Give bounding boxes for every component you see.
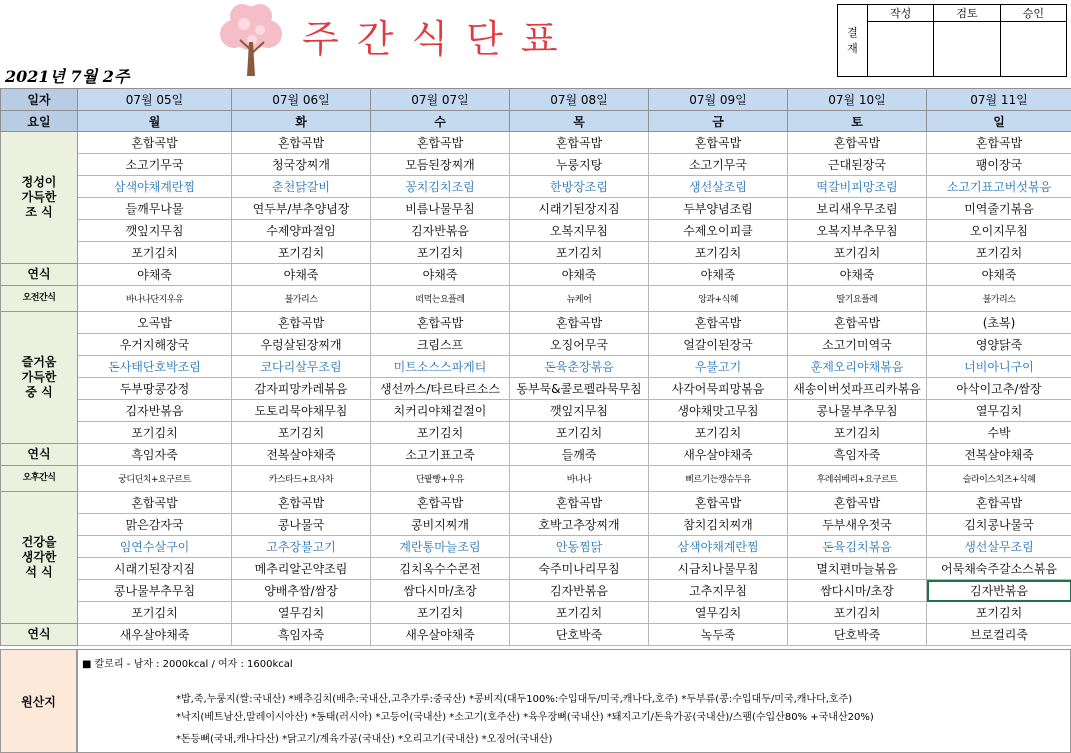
dinner-label-line: 석 식 bbox=[25, 565, 53, 579]
menu-item-cell[interactable]: 포기김치 bbox=[232, 422, 371, 444]
origin-label: 원산지 bbox=[0, 649, 77, 753]
menu-item-cell[interactable]: 혼합곡밥 bbox=[510, 312, 649, 334]
porridge-cell[interactable]: 야채죽 bbox=[927, 264, 1071, 286]
menu-item-cell[interactable]: 떡갈비피망조림 bbox=[788, 176, 927, 198]
approval-sign-cell[interactable] bbox=[1000, 22, 1066, 77]
menu-item-cell[interactable]: 훈제오리야채볶음 bbox=[788, 356, 927, 378]
menu-item-cell[interactable]: 깻잎지무침 bbox=[78, 220, 232, 242]
am-snack-label: 오전간식 bbox=[1, 286, 78, 312]
porridge-cell[interactable]: 새우살야채죽 bbox=[78, 624, 232, 646]
menu-item-cell[interactable]: 참치김치찌개 bbox=[649, 514, 788, 536]
menu-item-cell[interactable]: 소고기무국 bbox=[78, 154, 232, 176]
menu-item-cell[interactable]: 포기김치 bbox=[788, 242, 927, 264]
menu-item-cell[interactable]: 포기김치 bbox=[510, 422, 649, 444]
menu-item-cell[interactable]: 시래기된장지짐 bbox=[78, 558, 232, 580]
am-snack-row bbox=[1, 286, 1071, 312]
menu-item-cell[interactable]: 임연수살구이 bbox=[78, 536, 232, 558]
menu-item-cell[interactable]: 오곡밥 bbox=[78, 312, 232, 334]
menu-item-cell[interactable]: 팽이장국 bbox=[927, 154, 1071, 176]
menu-item-cell[interactable]: 보리새우무조림 bbox=[788, 198, 927, 220]
lunch-row bbox=[1, 356, 1071, 378]
porridge-cell[interactable]: 단호박죽 bbox=[510, 624, 649, 646]
day-cell[interactable]: 토 bbox=[788, 111, 927, 132]
porridge-label: 연식 bbox=[1, 264, 78, 286]
menu-item-cell[interactable]: 들깨무나물 bbox=[78, 198, 232, 220]
menu-item-cell[interactable]: 혼합곡밥 bbox=[78, 132, 232, 154]
porridge-cell[interactable]: 야채죽 bbox=[788, 264, 927, 286]
am-snack-cell[interactable]: 떠먹는요플레 bbox=[371, 286, 510, 312]
approval-header-approve: 승인 bbox=[1000, 5, 1066, 22]
menu-item-cell[interactable]: 어묵채숙주갈소스볶음 bbox=[927, 558, 1071, 580]
pm-snack-cell[interactable]: 카스타드+요사차 bbox=[232, 466, 371, 492]
menu-item-cell[interactable]: 혼합곡밥 bbox=[927, 132, 1071, 154]
menu-item-cell[interactable]: 생선살조림 bbox=[649, 176, 788, 198]
am-snack-cell[interactable]: 앙과+식혜 bbox=[649, 286, 788, 312]
menu-item-cell[interactable]: 혼합곡밥 bbox=[232, 492, 371, 514]
lunch-row bbox=[1, 378, 1071, 400]
pm-snack-cell[interactable]: 단팥빵+우유 bbox=[371, 466, 510, 492]
origin-line: *밥,죽,누룽지(쌀:국내산) *배추김치(배추:국내산,고추가루:중국산) *콩비지(대두100%:수입대두/미국,캐나다,호주) *두부류(콩:수입대두/미국,캐나다,호주) bbox=[176, 694, 853, 705]
origin-info bbox=[77, 649, 1071, 753]
porridge-cell[interactable]: 소고기표고죽 bbox=[371, 444, 510, 466]
menu-item-cell[interactable]: 혼합곡밥 bbox=[371, 312, 510, 334]
menu-item-cell[interactable]: 혼합곡밥 bbox=[927, 492, 1071, 514]
breakfast-label-line: 가득한 bbox=[21, 190, 57, 204]
menu-item-cell[interactable]: 치커리야채겉절이 bbox=[371, 400, 510, 422]
menu-item-cell[interactable]: 우렁살된장찌개 bbox=[232, 334, 371, 356]
menu-item-cell[interactable]: 열무김치 bbox=[649, 602, 788, 624]
menu-item-cell[interactable]: 혼합곡밥 bbox=[788, 312, 927, 334]
menu-item-cell[interactable]: 소고기무국 bbox=[649, 154, 788, 176]
dinner-label-line: 생각한 bbox=[21, 550, 57, 564]
menu-item-cell[interactable]: 모듬된장찌개 bbox=[371, 154, 510, 176]
porridge-cell[interactable]: 야채죽 bbox=[371, 264, 510, 286]
pm-snack-cell[interactable]: 슬라이스치즈+식혜 bbox=[927, 466, 1071, 492]
menu-item-cell[interactable]: 혼합곡밥 bbox=[649, 492, 788, 514]
porridge-cell[interactable]: 흑임자죽 bbox=[788, 444, 927, 466]
menu-item-cell[interactable]: 고추장불고기 bbox=[232, 536, 371, 558]
porridge-cell[interactable]: 브로컬리죽 bbox=[927, 624, 1071, 646]
porridge-cell[interactable]: 새우살야채죽 bbox=[371, 624, 510, 646]
dinner-row bbox=[1, 536, 1071, 558]
menu-item-cell[interactable]: 멸치편마늘볶음 bbox=[788, 558, 927, 580]
menu-item-cell[interactable]: 근대된장국 bbox=[788, 154, 927, 176]
day-header-label: 요일 bbox=[1, 111, 78, 132]
menu-item-cell[interactable]: 춘천닭갈비 bbox=[232, 176, 371, 198]
porridge-cell[interactable]: 야채죽 bbox=[649, 264, 788, 286]
menu-item-cell[interactable]: 시금치나물무침 bbox=[649, 558, 788, 580]
lunch-row bbox=[1, 400, 1071, 422]
breakfast-row bbox=[1, 220, 1071, 242]
menu-item-cell[interactable]: 쌈다시마/초장 bbox=[788, 580, 927, 602]
menu-item-cell[interactable]: 콩나물국 bbox=[232, 514, 371, 536]
lunch-row bbox=[1, 422, 1071, 444]
menu-item-cell[interactable]: 연두부/부추양념장 bbox=[232, 198, 371, 220]
menu-item-cell[interactable]: 포기김치 bbox=[927, 602, 1071, 624]
date-cell[interactable]: 07월 06일 bbox=[232, 89, 371, 111]
approval-sign-cell[interactable] bbox=[868, 22, 934, 77]
approval-side-label: 결 재 bbox=[838, 5, 868, 77]
menu-item-cell[interactable]: 혼합곡밥 bbox=[371, 492, 510, 514]
porridge-cell[interactable]: 전복살야채죽 bbox=[927, 444, 1071, 466]
menu-item-cell[interactable]: 삼색야채계란찜 bbox=[78, 176, 232, 198]
menu-item-cell[interactable]: 호박고추장찌개 bbox=[510, 514, 649, 536]
menu-item-cell[interactable]: 열무김치 bbox=[232, 602, 371, 624]
menu-item-cell[interactable]: 포기김치 bbox=[510, 242, 649, 264]
dinner-row bbox=[1, 514, 1071, 536]
pm-snack-cell[interactable]: 바나나 bbox=[510, 466, 649, 492]
menu-item-cell[interactable]: 콩비지찌개 bbox=[371, 514, 510, 536]
menu-item-cell[interactable]: 생선까스/타르타르소스 bbox=[371, 378, 510, 400]
menu-item-cell[interactable]: 소고기미역국 bbox=[788, 334, 927, 356]
menu-item-cell[interactable]: 혼합곡밥 bbox=[78, 492, 232, 514]
approval-box bbox=[837, 4, 1067, 77]
menu-item-cell[interactable]: 미트소스스파게티 bbox=[371, 356, 510, 378]
porridge-row bbox=[1, 264, 1071, 286]
porridge-row bbox=[1, 444, 1071, 466]
menu-item-cell[interactable]: 김자반볶음 bbox=[78, 400, 232, 422]
approval-header-writer: 작성 bbox=[868, 5, 934, 22]
porridge-label: 연식 bbox=[1, 624, 78, 646]
menu-item-cell[interactable]: 포기김치 bbox=[371, 422, 510, 444]
menu-item-cell[interactable]: 우불고기 bbox=[649, 356, 788, 378]
cherry-blossom-tree-image bbox=[212, 0, 290, 78]
menu-item-cell[interactable]: 포기김치 bbox=[371, 602, 510, 624]
calorie-info: ■ 칼로리 - 남자 : 2000kcal / 여자 : 1600kcal bbox=[82, 659, 293, 670]
porridge-cell[interactable]: 새우살야채죽 bbox=[649, 444, 788, 466]
menu-item-cell[interactable]: 김치콩나물국 bbox=[927, 514, 1071, 536]
porridge-cell[interactable]: 흑임자죽 bbox=[78, 444, 232, 466]
dinner-row bbox=[1, 580, 1071, 602]
menu-item-cell[interactable]: 오이지무침 bbox=[927, 220, 1071, 242]
day-cell[interactable]: 일 bbox=[927, 111, 1071, 132]
menu-item-cell[interactable]: 오복지부추무침 bbox=[788, 220, 927, 242]
date-cell[interactable]: 07월 05일 bbox=[78, 89, 232, 111]
breakfast-label-line: 정성이 bbox=[21, 175, 57, 189]
menu-item-cell[interactable]: 돈육춘장볶음 bbox=[510, 356, 649, 378]
menu-item-cell[interactable]: 혼합곡밥 bbox=[232, 312, 371, 334]
menu-item-cell[interactable]: 새송이버섯파프리카볶음 bbox=[788, 378, 927, 400]
menu-item-cell[interactable]: 우거지해장국 bbox=[78, 334, 232, 356]
menu-item-cell[interactable]: 사각어묵피망볶음 bbox=[649, 378, 788, 400]
menu-item-cell[interactable]: 얼갈이된장국 bbox=[649, 334, 788, 356]
breakfast-row bbox=[1, 242, 1071, 264]
menu-item-cell[interactable]: 수제양파절임 bbox=[232, 220, 371, 242]
pm-snack-row bbox=[1, 466, 1071, 492]
menu-item-cell[interactable]: 깻잎지무침 bbox=[510, 400, 649, 422]
menu-item-cell[interactable]: 혼합곡밥 bbox=[232, 132, 371, 154]
page-title: 주간식단표 bbox=[302, 17, 576, 61]
porridge-row bbox=[1, 624, 1071, 646]
date-cell[interactable]: 07월 07일 bbox=[371, 89, 510, 111]
menu-item-cell[interactable]: 비름나물무침 bbox=[371, 198, 510, 220]
day-cell[interactable]: 월 bbox=[78, 111, 232, 132]
menu-item-cell[interactable]: 누룽지탕 bbox=[510, 154, 649, 176]
menu-item-cell[interactable]: 두부땅콩강정 bbox=[78, 378, 232, 400]
menu-item-cell[interactable]: 안동찜닭 bbox=[510, 536, 649, 558]
day-cell[interactable]: 수 bbox=[371, 111, 510, 132]
weekly-menu-table bbox=[0, 88, 1071, 646]
menu-item-cell[interactable]: 혼합곡밥 bbox=[510, 492, 649, 514]
porridge-cell[interactable]: 야채죽 bbox=[232, 264, 371, 286]
porridge-cell[interactable]: 야채죽 bbox=[78, 264, 232, 286]
menu-item-cell[interactable]: 미역줄기볶음 bbox=[927, 198, 1071, 220]
menu-item-cell[interactable]: 감자피망카레볶음 bbox=[232, 378, 371, 400]
date-cell[interactable]: 07월 10일 bbox=[788, 89, 927, 111]
menu-item-cell[interactable]: 두부양념조림 bbox=[649, 198, 788, 220]
dinner-row bbox=[1, 602, 1071, 624]
menu-item-cell[interactable]: 시래기된장지짐 bbox=[510, 198, 649, 220]
menu-item-cell[interactable]: 포기김치 bbox=[927, 242, 1071, 264]
day-cell[interactable]: 목 bbox=[510, 111, 649, 132]
breakfast-label bbox=[1, 132, 78, 264]
menu-item-cell[interactable]: 생야채맛고무침 bbox=[649, 400, 788, 422]
menu-item-cell[interactable]: 포기김치 bbox=[78, 422, 232, 444]
menu-item-cell[interactable]: 혼합곡밥 bbox=[510, 132, 649, 154]
menu-item-cell[interactable]: 꽁치김치조림 bbox=[371, 176, 510, 198]
menu-item-cell[interactable]: 오징어무국 bbox=[510, 334, 649, 356]
breakfast-label-line: 조 식 bbox=[25, 205, 53, 219]
lunch-row bbox=[1, 312, 1071, 334]
menu-item-cell[interactable]: 열무김치 bbox=[927, 400, 1071, 422]
am-snack-cell[interactable]: 바나나단지우유 bbox=[78, 286, 232, 312]
menu-item-cell[interactable]: 아삭이고추/쌈장 bbox=[927, 378, 1071, 400]
menu-item-cell[interactable]: 계란통마늘조림 bbox=[371, 536, 510, 558]
menu-item-cell[interactable]: 코다리살무조림 bbox=[232, 356, 371, 378]
porridge-label: 연식 bbox=[1, 444, 78, 466]
menu-item-cell[interactable]: 삼색야채계란찜 bbox=[649, 536, 788, 558]
menu-item-cell[interactable]: 포기김치 bbox=[371, 242, 510, 264]
menu-item-cell[interactable]: 김자반볶음 bbox=[510, 580, 649, 602]
lunch-label-line: 가득한 bbox=[21, 370, 57, 384]
menu-item-cell[interactable]: 크림스프 bbox=[371, 334, 510, 356]
menu-item-cell[interactable]: 영양닭죽 bbox=[927, 334, 1071, 356]
porridge-cell[interactable]: 전복살야채죽 bbox=[232, 444, 371, 466]
menu-item-cell[interactable]: 포기김치 bbox=[649, 422, 788, 444]
menu-item-cell[interactable]: 포기김치 bbox=[78, 602, 232, 624]
am-snack-cell[interactable]: 뉴케어 bbox=[510, 286, 649, 312]
menu-item-cell[interactable]: 숙주미나리무침 bbox=[510, 558, 649, 580]
menu-item-cell[interactable]: 콩나물부추무침 bbox=[788, 400, 927, 422]
origin-line: *돈등뼈(국내,캐나다산) *닭고기/계육가공(국내산) *오리고기(국내산) *오징어(국내산) bbox=[176, 734, 553, 745]
porridge-cell[interactable]: 단호박죽 bbox=[788, 624, 927, 646]
pm-snack-cell[interactable]: 궁디딘치+요구르트 bbox=[78, 466, 232, 492]
menu-item-cell[interactable]: 맑은감자국 bbox=[78, 514, 232, 536]
menu-item-cell[interactable]: 김치옥수수콘전 bbox=[371, 558, 510, 580]
menu-item-cell[interactable]: 포기김치 bbox=[649, 242, 788, 264]
menu-item-cell[interactable]: 쌈다시마/초장 bbox=[371, 580, 510, 602]
date-cell[interactable]: 07월 08일 bbox=[510, 89, 649, 111]
menu-item-cell[interactable]: 메추리알곤약조림 bbox=[232, 558, 371, 580]
menu-item-cell[interactable]: 혼합곡밥 bbox=[649, 132, 788, 154]
pm-snack-cell[interactable]: 후레쉬베리+요구르트 bbox=[788, 466, 927, 492]
dinner-row bbox=[1, 558, 1071, 580]
menu-item-cell[interactable]: 혼합곡밥 bbox=[371, 132, 510, 154]
menu-item-cell[interactable]: 포기김치 bbox=[232, 242, 371, 264]
dinner-label bbox=[1, 492, 78, 624]
menu-item-cell[interactable]: 혼합곡밥 bbox=[649, 312, 788, 334]
lunch-label-line: 중 식 bbox=[25, 385, 53, 399]
menu-item-cell[interactable]: 혼합곡밥 bbox=[788, 132, 927, 154]
menu-item-cell[interactable]: 양배추쌈/쌈장 bbox=[232, 580, 371, 602]
menu-item-cell[interactable]: 포기김치 bbox=[510, 602, 649, 624]
dinner-label-line: 건강을 bbox=[21, 535, 57, 549]
date-cell[interactable]: 07월 11일 bbox=[927, 89, 1071, 111]
origin-line: *낙지(베트남산,말레이시아산) *동태(러시아) *고등어(국내산) *소고기(호주산) *육우장뼈(국내산) *돼지고기/돈육가공(국내산)/스팸(수입산80% +국내산20%) bbox=[176, 712, 874, 723]
menu-item-cell[interactable]: 도토리묵야채무침 bbox=[232, 400, 371, 422]
menu-item-cell[interactable]: 김자반볶음 bbox=[371, 220, 510, 242]
porridge-cell[interactable]: 녹두죽 bbox=[649, 624, 788, 646]
menu-item-cell[interactable]: 동부묵&콜로펠라묵무침 bbox=[510, 378, 649, 400]
am-snack-cell[interactable]: 딸기요플레 bbox=[788, 286, 927, 312]
breakfast-row bbox=[1, 154, 1071, 176]
menu-item-cell[interactable]: 포기김치 bbox=[78, 242, 232, 264]
lunch-label bbox=[1, 312, 78, 444]
menu-item-cell[interactable]: 너비아니구이 bbox=[927, 356, 1071, 378]
porridge-cell[interactable]: 야채죽 bbox=[510, 264, 649, 286]
menu-item-cell[interactable]: 돈육김치볶음 bbox=[788, 536, 927, 558]
porridge-cell[interactable]: 흑임자죽 bbox=[232, 624, 371, 646]
breakfast-row bbox=[1, 132, 1071, 154]
menu-item-cell[interactable]: 돈사태단호박조림 bbox=[78, 356, 232, 378]
date-cell[interactable]: 07월 09일 bbox=[649, 89, 788, 111]
dinner-row bbox=[1, 492, 1071, 514]
lunch-row bbox=[1, 334, 1071, 356]
menu-item-cell[interactable]: 포기김치 bbox=[788, 602, 927, 624]
menu-item-cell[interactable]: 고추지무침 bbox=[649, 580, 788, 602]
pm-snack-cell[interactable]: 삐르기는캥슈두유 bbox=[649, 466, 788, 492]
am-snack-cell[interactable]: 불가리스 bbox=[232, 286, 371, 312]
day-cell[interactable]: 화 bbox=[232, 111, 371, 132]
menu-item-cell[interactable]: 한방장조림 bbox=[510, 176, 649, 198]
menu-item-cell[interactable]: 포기김치 bbox=[788, 422, 927, 444]
menu-item-cell[interactable]: 생선살무조림 bbox=[927, 536, 1071, 558]
menu-item-cell[interactable]: 김자반볶음 bbox=[927, 580, 1071, 602]
lunch-label-line: 즐거움 bbox=[21, 355, 57, 369]
menu-item-cell[interactable]: (초복) bbox=[927, 312, 1071, 334]
menu-item-cell[interactable]: 혼합곡밥 bbox=[788, 492, 927, 514]
date-header-label: 일자 bbox=[1, 89, 78, 111]
am-snack-cell[interactable]: 불가리스 bbox=[927, 286, 1071, 312]
menu-item-cell[interactable]: 오복지무침 bbox=[510, 220, 649, 242]
pm-snack-label: 오후간식 bbox=[1, 466, 78, 492]
week-label: 2021년 7월 2주 bbox=[5, 67, 130, 86]
menu-item-cell[interactable]: 소고기표고버섯볶음 bbox=[927, 176, 1071, 198]
porridge-cell[interactable]: 들깨죽 bbox=[510, 444, 649, 466]
breakfast-row bbox=[1, 176, 1071, 198]
menu-item-cell[interactable]: 청국장찌개 bbox=[232, 154, 371, 176]
day-cell[interactable]: 금 bbox=[649, 111, 788, 132]
menu-item-cell[interactable]: 수제오이피클 bbox=[649, 220, 788, 242]
menu-item-cell[interactable]: 콩나물부추무침 bbox=[78, 580, 232, 602]
menu-item-cell[interactable]: 두부새우젓국 bbox=[788, 514, 927, 536]
menu-item-cell[interactable]: 수박 bbox=[927, 422, 1071, 444]
breakfast-row bbox=[1, 198, 1071, 220]
approval-sign-cell[interactable] bbox=[934, 22, 1000, 77]
approval-header-review: 검토 bbox=[934, 5, 1000, 22]
